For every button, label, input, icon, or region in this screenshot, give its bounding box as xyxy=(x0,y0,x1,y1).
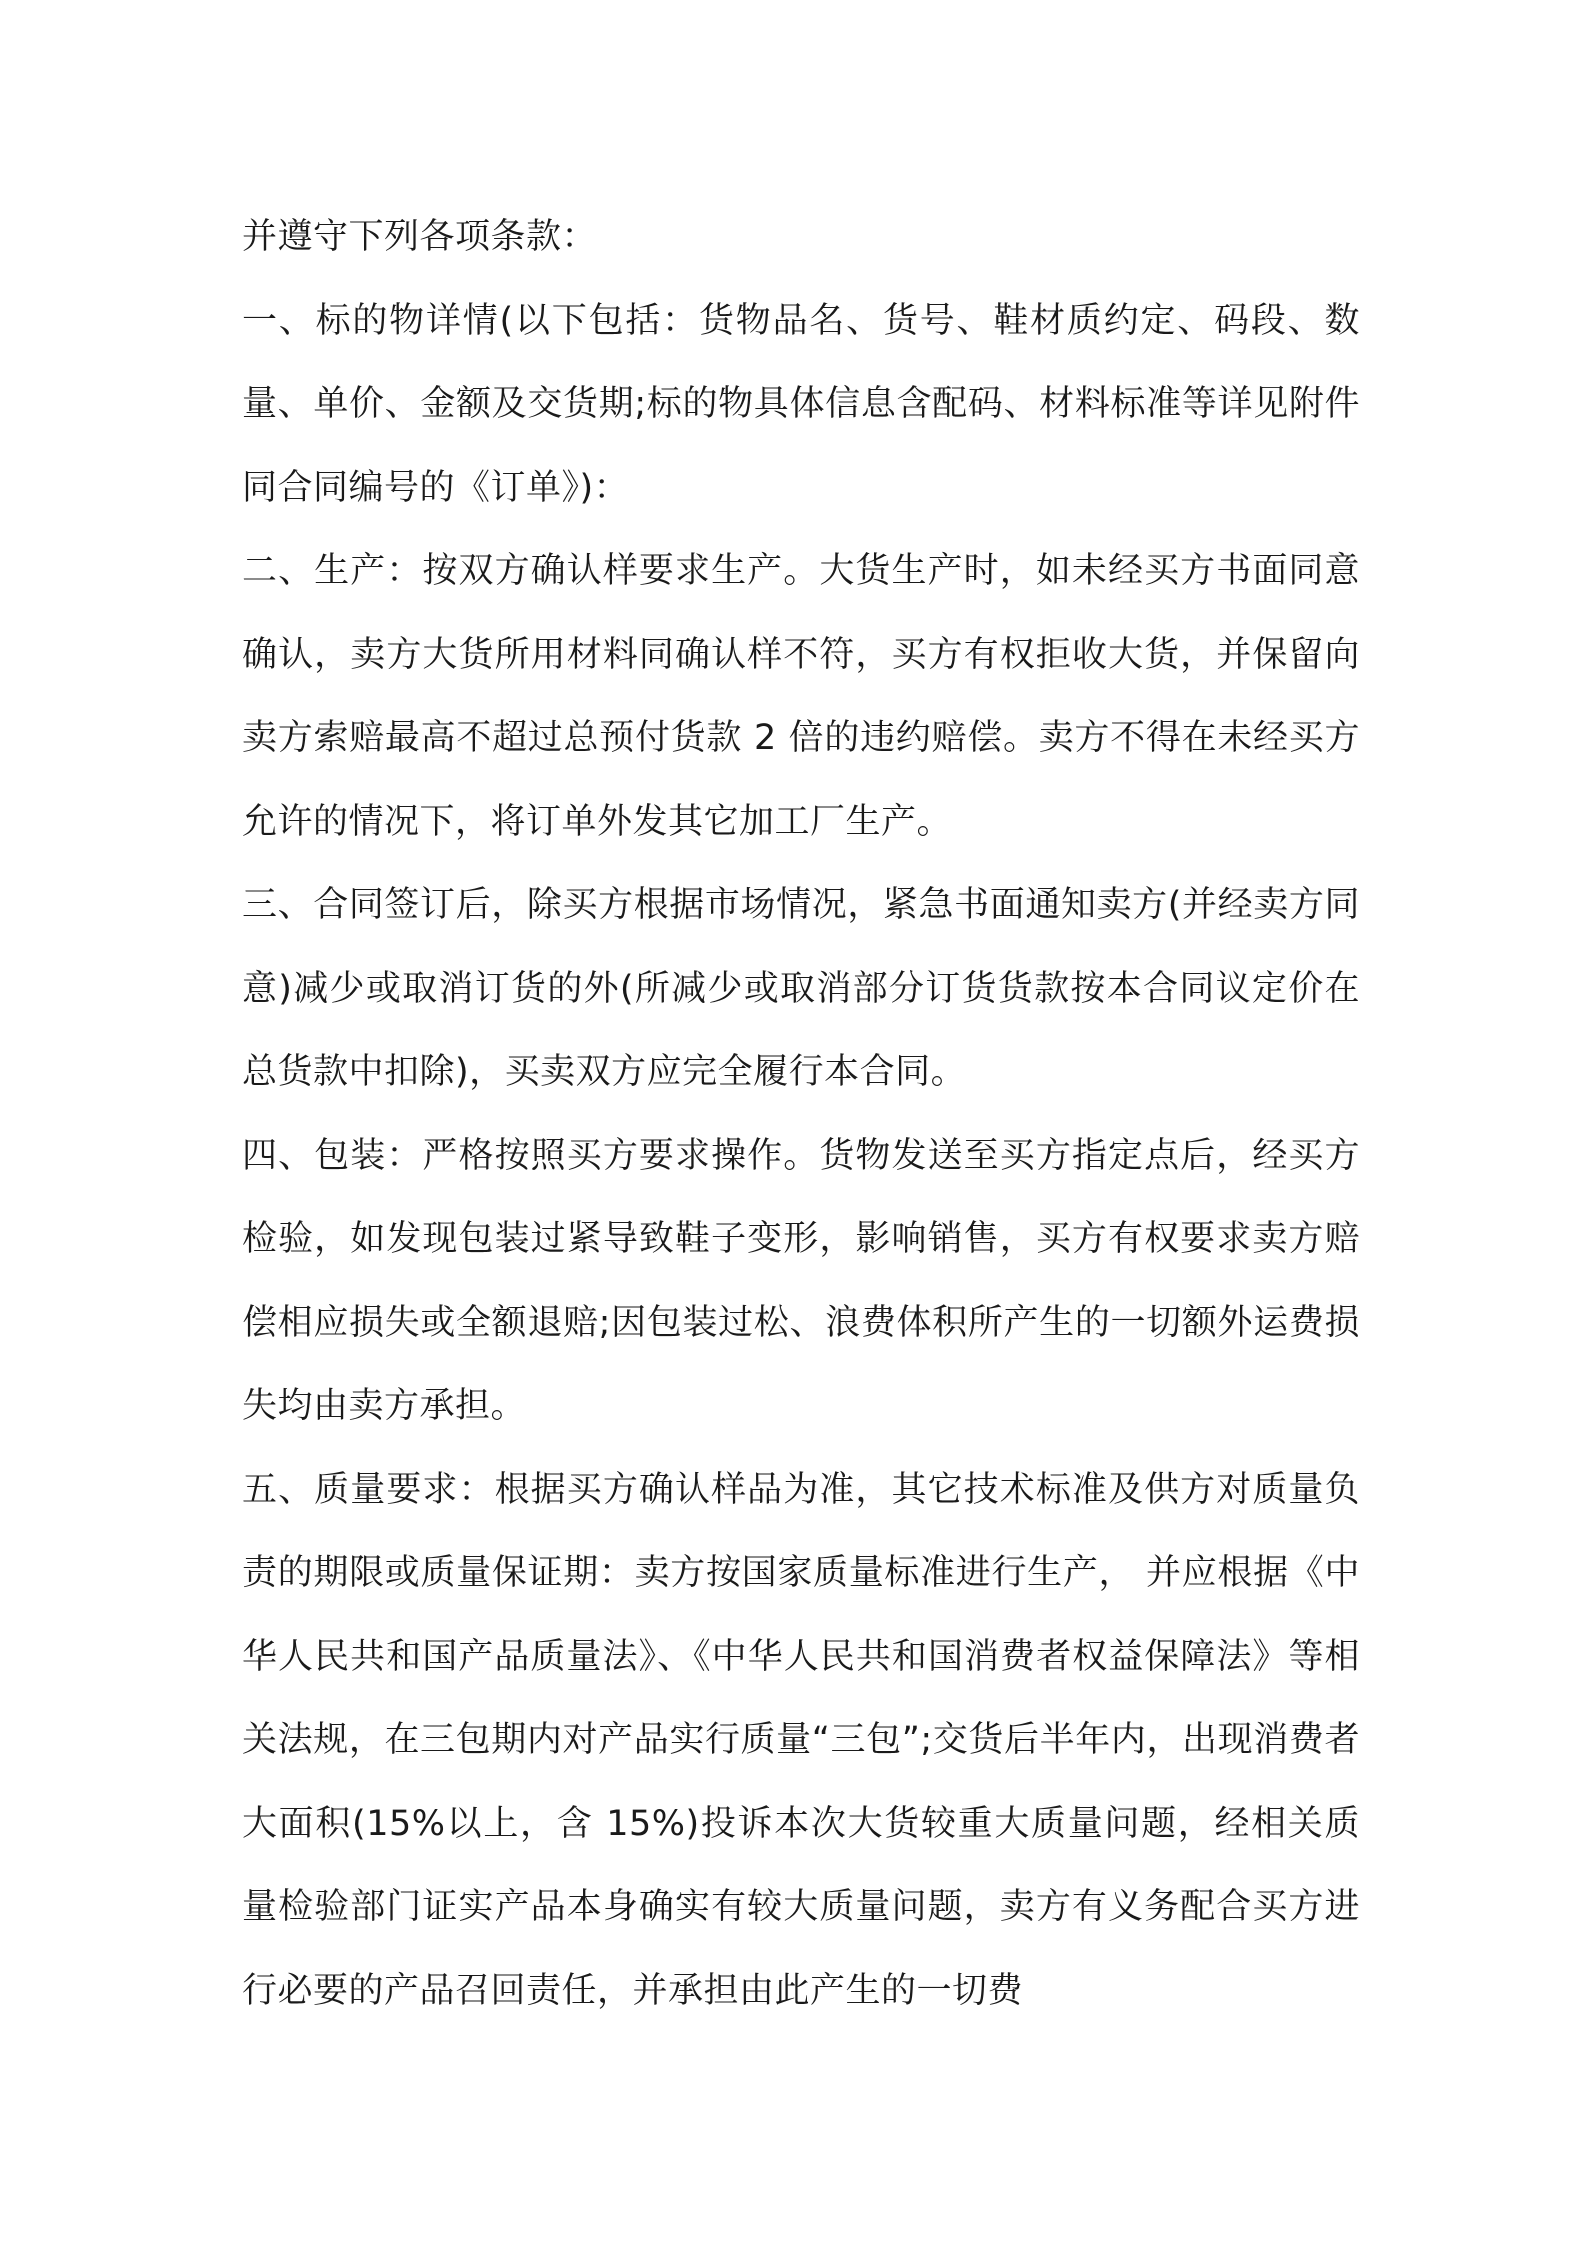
clause-5-quality: 五、质量要求：根据买方确认样品为准，其它技术标准及供方对质量负责的期限或质量保证期：卖方按国家质量标准进行生产， 并应根据《中华人民共和国产品质量法》、《中华人民共和国消费者权益保障法》等相关法规，在三包期内对产品实行质量“三包”;交货后半年内，出现消费者大面积(15%以上，含 15%)投诉本次大货较重大质量问题，经相关质量检验部门证实产品本身确实有较大质量问题，卖方有义务配合买方进行必要的产品召回责任，并承担由此产生的一切费 xyxy=(242,1469,1360,2011)
contract-text xyxy=(242,196,1360,2033)
intro-paragraph: 并遵守下列各项条款： xyxy=(242,217,598,257)
clause-2-production: 二、生产：按双方确认样要求生产。大货生产时，如未经买方书面同意确认，卖方大货所用材料同确认样不符，买方有权拒收大货，并保留向卖方索赔最高不超过总预付货款 2 倍的违约赔偿。卖方不得在未经买方允许的情况下，将订单外发其它加工厂生产。 xyxy=(242,551,1360,842)
clause-3-contract-performance: 三、合同签订后，除买方根据市场情况，紧急书面通知卖方(并经卖方同意)减少或取消订货的外(所减少或取消部分订货货款按本合同议定价在总货款中扣除)，买卖双方应完全履行本合同。 xyxy=(242,885,1360,1092)
clause-1-subject-matter: 一、标的物详情(以下包括：货物品名、货号、鞋材质约定、码段、数量、单价、金额及交货期;标的物具体信息含配码、材料标准等详见附件同合同编号的《订单》)： xyxy=(242,300,1360,508)
clause-4-packaging: 四、包装：严格按照买方要求操作。货物发送至买方指定点后，经买方检验，如发现包装过紧导致鞋子变形，影响销售，买方有权要求卖方赔偿相应损失或全额退赔;因包装过松、浪费体积所产生的一切额外运费损失均由卖方承担。 xyxy=(242,1135,1360,1426)
